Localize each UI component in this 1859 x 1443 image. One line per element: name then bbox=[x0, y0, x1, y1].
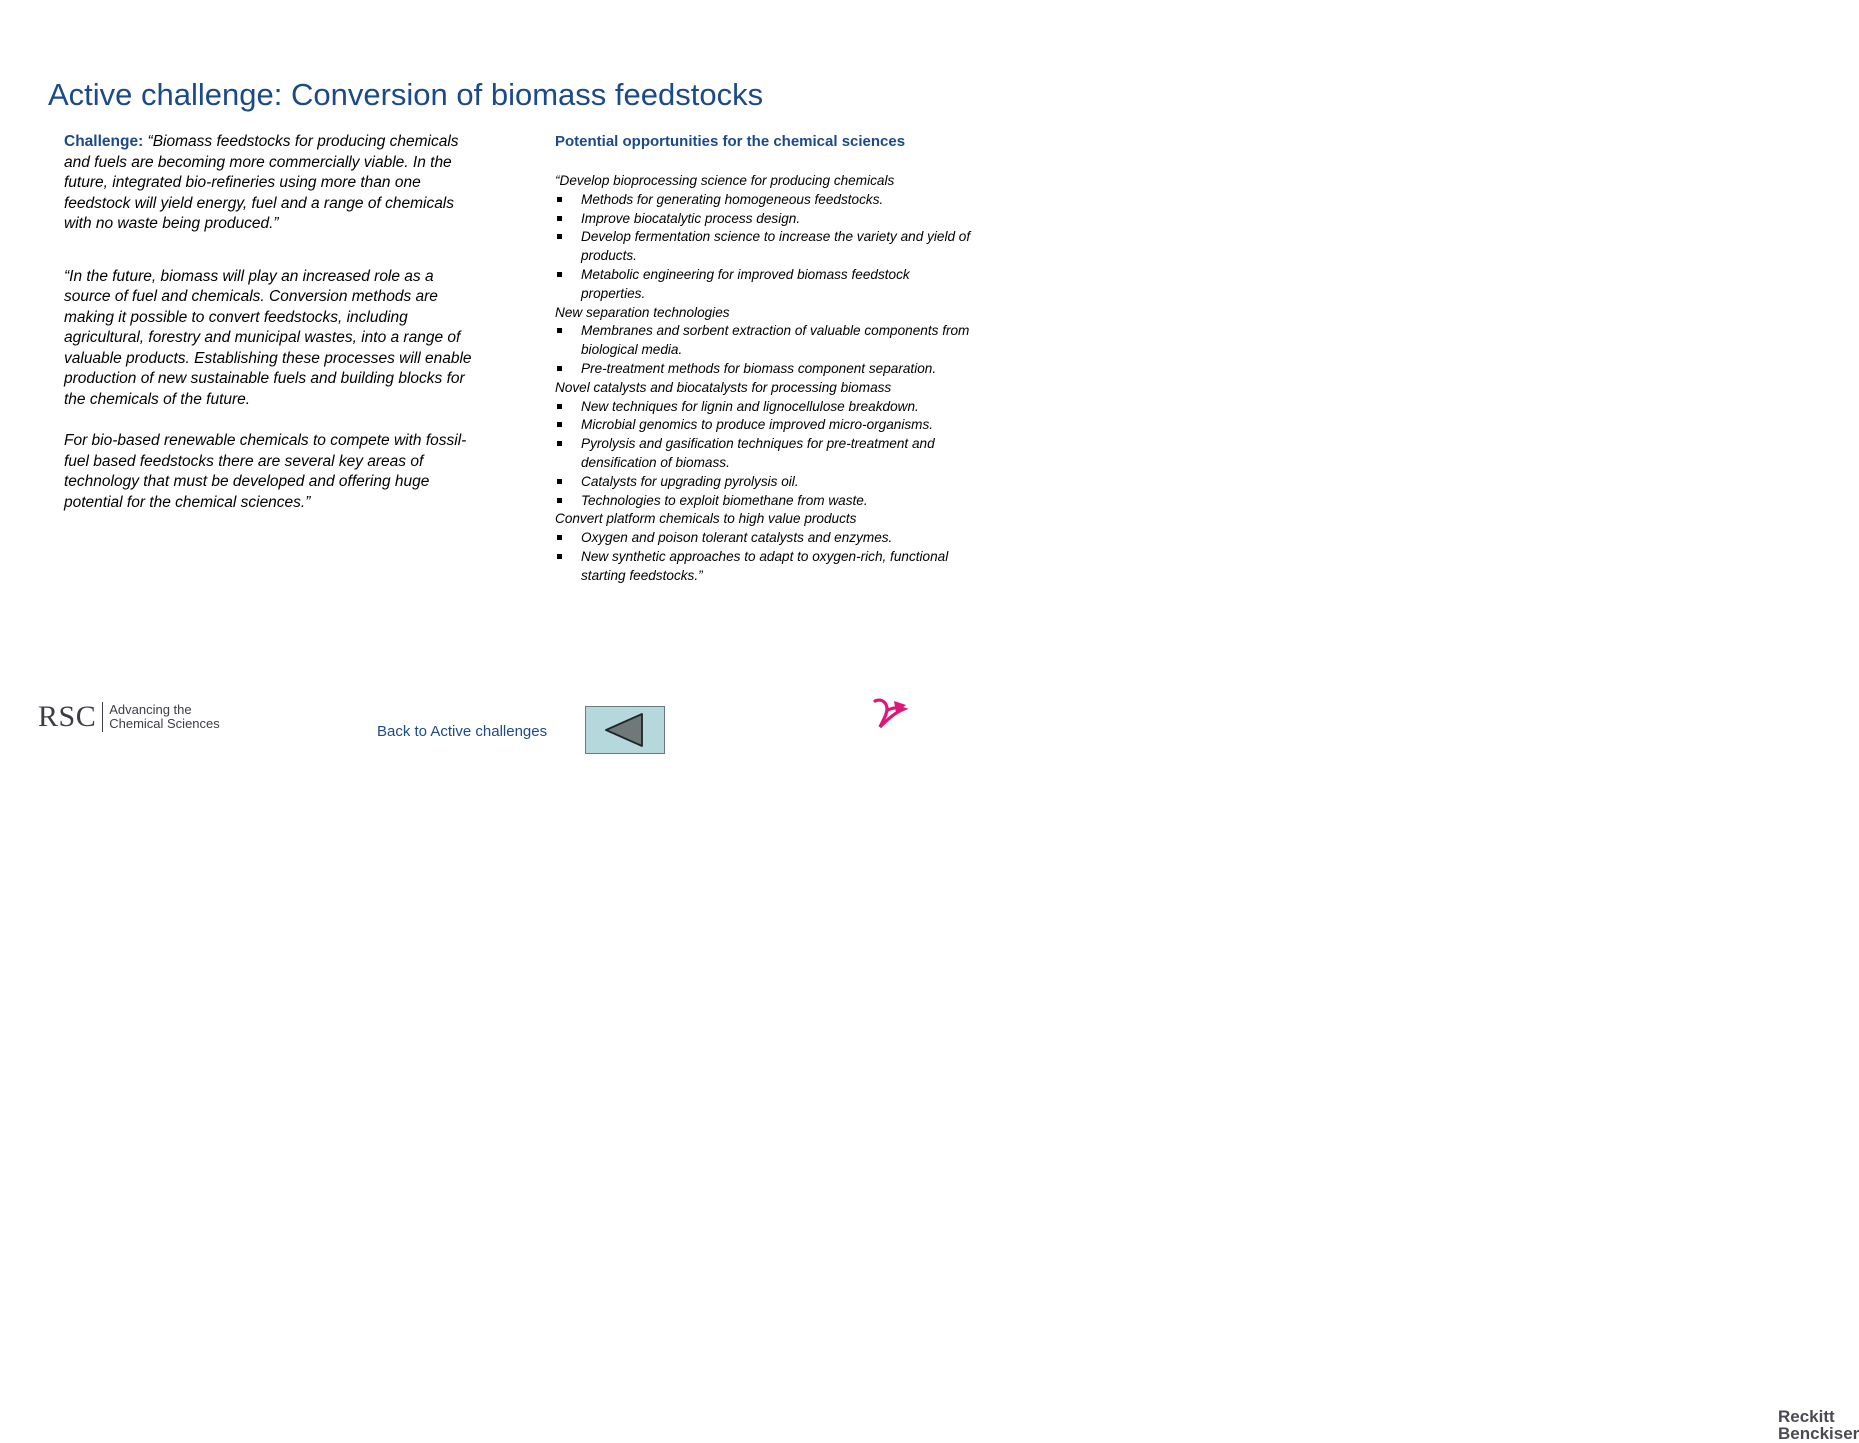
list-item: Develop fermentation science to increase the variety and yield of products. bbox=[555, 228, 975, 266]
challenge-paragraph bbox=[64, 132, 484, 235]
rb-wordmark bbox=[1778, 1408, 1859, 1442]
challenge-label: Challenge: bbox=[64, 133, 144, 150]
rb-wordmark-line-2: Benckiser bbox=[1778, 1424, 1859, 1443]
opportunities-heading: Potential opportunities for the chemical sciences bbox=[555, 133, 906, 150]
challenge-text: “Biomass feedstocks for producing chemicals and fuels are becoming more commercially viable. In the future, integrated bio-refineries using more than one feedstock will yield energy, fuel and a range of chemicals with no waste being produced.” bbox=[64, 133, 459, 232]
list-item: Technologies to exploit biomethane from waste. bbox=[555, 492, 975, 511]
list-item: Microbial genomics to produce improved micro-organisms. bbox=[555, 416, 975, 435]
list-item: Pyrolysis and gasification techniques for pre-treatment and densification of biomass. bbox=[555, 435, 975, 473]
bullet-list bbox=[555, 322, 975, 378]
bullet-list bbox=[555, 398, 975, 511]
page-title: Active challenge: Conversion of biomass feedstocks bbox=[48, 76, 764, 112]
rsc-logo-mark: RSC bbox=[38, 702, 103, 732]
group-label: Convert platform chemicals to high value products bbox=[555, 511, 857, 527]
group-label: New separation technologies bbox=[555, 304, 730, 320]
list-item: New techniques for lignin and lignocellulose breakdown. bbox=[555, 398, 975, 417]
challenge-column bbox=[64, 132, 484, 513]
list-item: Pre-treatment methods for biomass component separation. bbox=[555, 360, 975, 379]
list-item: Oxygen and poison tolerant catalysts and enzymes. bbox=[555, 529, 975, 548]
rb-swoosh-icon bbox=[872, 695, 912, 735]
list-item: Metabolic engineering for improved biomass feedstock properties. bbox=[555, 266, 975, 304]
opportunities-column bbox=[555, 132, 975, 586]
rsc-logo bbox=[38, 700, 220, 734]
list-item: Catalysts for upgrading pyrolysis oil. bbox=[555, 473, 975, 492]
rb-wordmark-line-1: Reckitt bbox=[1778, 1407, 1835, 1426]
rsc-logo-tagline bbox=[109, 703, 220, 731]
back-button[interactable] bbox=[585, 706, 665, 754]
reckitt-benckiser-logo bbox=[872, 695, 1859, 1443]
challenge-paragraph-3: For bio-based renewable chemicals to compete with fossil-fuel based feedstocks there are several key areas of technology that must be developed and offering huge potential for the chemical sciences.” bbox=[64, 432, 467, 511]
triangle-left-icon bbox=[603, 712, 647, 748]
rsc-tagline-line-1: Advancing the bbox=[109, 702, 192, 717]
group-label: Novel catalysts and biocatalysts for processing biomass bbox=[555, 379, 892, 395]
challenge-paragraph-2: “In the future, biomass will play an increased role as a source of fuel and chemicals. Conversion methods are making it possible to convert feedstocks, including agricultural, forestry and municipal wastes, into a range of valuable products. Establishing these processes will enable production of new sustainable fuels and building blocks for the chemicals of the future. bbox=[64, 267, 472, 408]
back-to-active-challenges-link[interactable]: Back to Active challenges bbox=[377, 723, 548, 740]
rsc-tagline-line-2: Chemical Sciences bbox=[109, 716, 220, 731]
bullet-list bbox=[555, 529, 975, 585]
list-item: Improve biocatalytic process design. bbox=[555, 210, 975, 229]
group-label: “Develop bioprocessing science for producing chemicals bbox=[555, 173, 895, 188]
list-item: Methods for generating homogeneous feedstocks. bbox=[555, 191, 975, 210]
list-item: Membranes and sorbent extraction of valuable components from biological media. bbox=[555, 322, 975, 360]
bullet-list bbox=[555, 191, 975, 304]
list-item: New synthetic approaches to adapt to oxygen-rich, functional starting feedstocks.” bbox=[555, 548, 975, 586]
